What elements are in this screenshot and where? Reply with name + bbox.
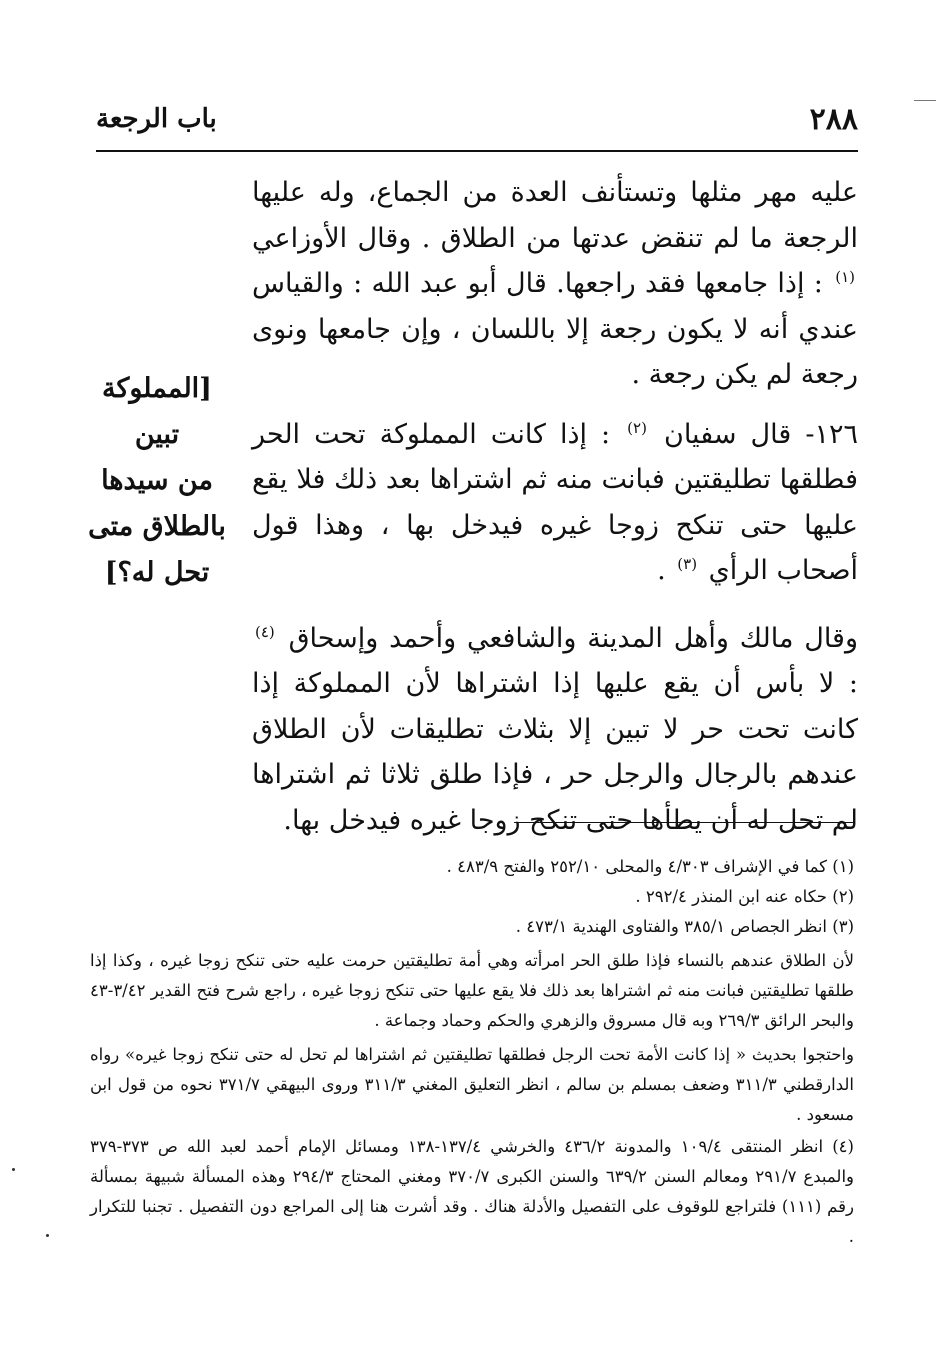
paragraph-2-text-b: : إذا كانت المملوكة تحت الحر فطلقها تطليقتين فبانت منه ثم اشتراها بعد ذلك فلا يقع عليها حتى تنكح زوجا غيره فيدخل بها ، وهذا قول أصحاب الرأي [252, 418, 858, 586]
footnote-4: (٤) انظر المنتقى ١٠٩/٤ والمدونة ٤٣٦/٢ والخرشي ١٣٧/٤-١٣٨ ومسائل الإمام أحمد لعبد الله ص ٣٧٣-٣٧٩ والمبدع ٢٩١/٧ ومعالم السنن ٦٣٩/٢ والسنن الكبرى ٣٧٠/٧ ومغني المحتاج ٢٩٤/٣ وهذه المسألة شبيهة بمسألة رقم (١١١) فلتراجع للوقوف على التفصيل والأدلة هناك . وقد أشرت هنا إلى المراجع دون التفصيل . تجنبا للتكرار . [90, 1137, 854, 1246]
paragraph-2-text-c: . [657, 555, 666, 586]
corner-mark [914, 100, 936, 101]
main-text [252, 170, 858, 843]
margin-heading-line-4: تحل له؟] [104, 557, 210, 588]
paragraph-1 [252, 170, 858, 398]
header-rule [96, 150, 858, 152]
margin-heading [82, 366, 232, 596]
footnote-1: (١) كما في الإشراف ٤/٣٠٣ والمحلى ٢٥٢/١٠ والفتح ٤٨٣/٩ . [446, 857, 854, 876]
footnote-ref-4: (٤) [255, 622, 275, 641]
paragraph-3-text-b: : لا بأس أن يقع عليها إذا اشتراها لأن المملوكة إذا كانت تحت حر لا تبين إلا بثلاث تطليقات لأن الطلاق عندهم بالرجال والرجل حر ، فإذا طلق ثلاثا ثم اشتراها لم تحل له أن يطأها حتى تنكح زوجا غيره فيدخل بها. [252, 668, 858, 836]
paragraph-2 [252, 412, 858, 594]
footnote-3-note-2: واحتجوا بحديث « إذا كانت الأمة تحت الرجل فطلقها تطليقتين ثم اشتراها لم تحل له حتى تنكح زوجا غيره» رواه الدارقطني ٣١١/٣ وضعف بمسلم بن سالم ، انظر التعليق المغني ٣١١/٣ وروى البيهقي ٣٧١/٧ نحوه من قول ابن مسعود . [90, 1045, 854, 1124]
paragraph-1-text-b: : إذا جامعها فقد راجعها. قال أبو عبد الله : والقياس عندي أنه لا يكون رجعة إلا باللسان ، وإن جامعها ونوى رجعة لم يكن رجعة . [252, 268, 858, 390]
chapter-title: باب الرجعة [96, 104, 217, 134]
paragraph-1-text-a: عليه مهر مثلها وتستأنف العدة من الجماع، وله عليها الرجعة ما لم تنقض عدتها من الطلاق . وقال الأوزاعي [252, 177, 858, 254]
scan-speck [12, 1168, 15, 1171]
footnote-separator [514, 822, 854, 823]
footnote-3-note-1: لأن الطلاق عندهم بالنساء فإذا طلق الحر امرأته وهي أمة تطليقتين حرمت عليه حتى تنكح زوجا غيره ، وكذا إذا طلقها تطليقتين فبانت منه ثم اشتراها بعد ذلك فلا يقع عليها حتى تنكح زوجا غيره ، راجع شرح فتح القدير ٣/٤٢-٤٣ والبحر الرائق ٢٦٩/٣ وبه قال مسروق والزهري والحكم وحماد وجماعة . [90, 951, 854, 1030]
page-number: ٢٨٨ [809, 102, 858, 137]
paragraph-2-text-a: ١٢٦- قال سفيان [664, 418, 858, 450]
footnote-ref-3: (٣) [677, 555, 698, 573]
paragraph-3 [252, 616, 858, 844]
footnote-ref-1: (١) [835, 268, 855, 286]
margin-heading-line-3: بالطلاق متى [88, 511, 226, 542]
scan-speck [46, 1234, 49, 1237]
footnote-3: (٣) انظر الجصاص ٣٨٥/١ والفتاوى الهندية ٤٧٣/١ . [515, 917, 854, 936]
margin-heading-line-2: من سيدها [101, 465, 213, 496]
footnote-2: (٢) حكاه عنه ابن المنذر ٢٩٢/٤ . [635, 887, 854, 906]
page-header [96, 96, 858, 150]
margin-heading-line-1: [المملوكة تبين [102, 373, 212, 450]
footnote-ref-2: (٢) [627, 418, 647, 437]
paragraph-3-text-a: وقال مالك وأهل المدينة والشافعي وأحمد وإسحاق [288, 622, 858, 654]
footnotes [90, 852, 854, 1252]
